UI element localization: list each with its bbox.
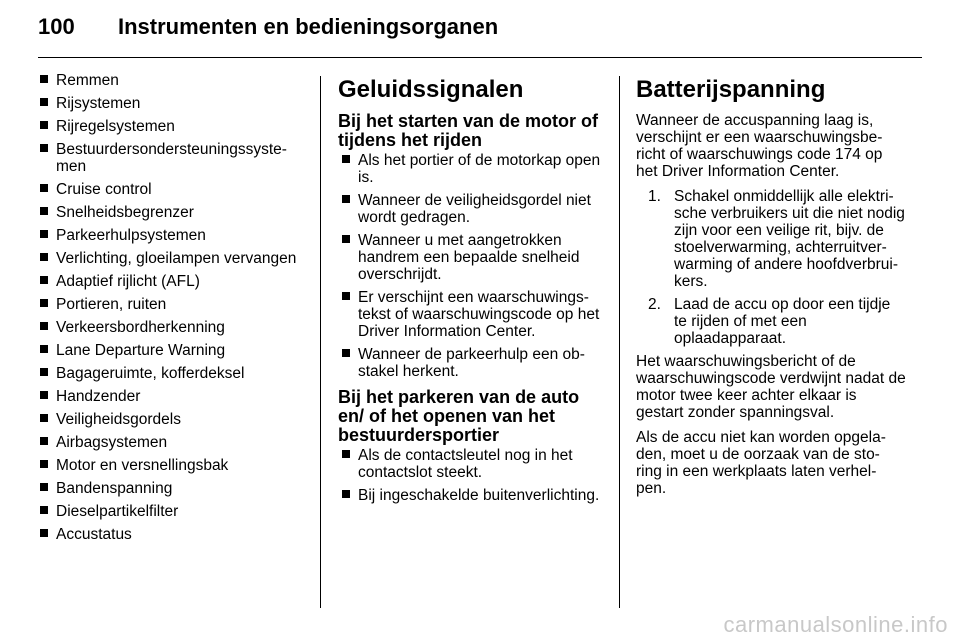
list-item (40, 296, 308, 313)
list-item-text: Snelheidsbegrenzer (56, 204, 194, 221)
list-item-text: Remmen (56, 72, 119, 89)
list-item (40, 118, 308, 135)
list-item-text: Verlichting, gloeilampen vervangen (56, 250, 297, 267)
bullet-icon (342, 292, 350, 300)
bullet-icon (342, 155, 350, 163)
bullet-icon (342, 450, 350, 458)
page-heading: Instrumenten en bedieningsorganen (118, 14, 499, 39)
list-item-text: Rijregelsystemen (56, 118, 175, 135)
column-topic-list (40, 72, 308, 549)
list-item-text: Bij ingeschakelde buitenverlichting. (358, 487, 600, 504)
bullet-icon (40, 483, 48, 491)
bullet-icon (40, 98, 48, 106)
list-item-text: Wanneer de veiligheidsgordel niet wordt gedragen. (358, 192, 591, 226)
list-item (40, 388, 308, 405)
page-number: 100 (38, 14, 75, 39)
list-item-text: Wanneer de parkeerhulp een ob‐ stakel herkent. (358, 346, 585, 380)
bullet-icon (40, 460, 48, 468)
list-item (342, 192, 606, 226)
list-item (40, 250, 308, 267)
list-item-text: Portieren, ruiten (56, 296, 167, 313)
list-item (40, 181, 308, 198)
list-item (40, 227, 308, 244)
bullet-icon (40, 368, 48, 376)
list-item (342, 289, 606, 340)
bullet-icon (40, 506, 48, 514)
subheading-starting-driving: Bij het starten van de motor of tijdens het rijden (338, 111, 599, 150)
battery-paragraph-3: Als de accu niet kan worden opgela‐ den, moet u de oorzaak van de sto‐ ring in een werkplaats laten verhel‐ pen. (636, 429, 886, 497)
bullet-icon (40, 253, 48, 261)
list-item (40, 526, 308, 543)
list-item-text: Als de contactsleutel nog in het contactslot steekt. (358, 447, 573, 481)
step-number: 1. (648, 188, 661, 205)
list-item (342, 447, 606, 481)
bullet-icon (40, 230, 48, 238)
bullet-icon (40, 184, 48, 192)
list-item-text: Bestuurdersondersteuningssyste‐ men (56, 141, 287, 175)
bullet-icon (40, 391, 48, 399)
bullet-icon (40, 299, 48, 307)
column-divider-1 (320, 76, 321, 608)
watermark: carmanualsonline.info (723, 612, 948, 637)
step-text: Laad de accu op door een tijdje te rijden of met een oplaadapparaat. (674, 296, 891, 347)
subheading-parking: Bij het parkeren van de auto en/ of het openen van het bestuurdersportier (338, 387, 580, 445)
list-item (40, 95, 308, 112)
battery-paragraph-2: Het waarschuwingsbericht of de waarschuwingscode verdwijnt nadat de motor twee keer achter elkaar is gestart zonder spanningsval. (636, 353, 906, 421)
list-item (40, 273, 308, 290)
list-item-text: Airbagsystemen (56, 434, 168, 451)
list-item (40, 72, 308, 89)
list-item (342, 487, 606, 504)
list-item-text: Er verschijnt een waarschuwings‐ tekst of waarschuwingscode op het Driver Information Center. (358, 289, 600, 340)
step-text: Schakel onmiddellijk alle elektri‐ sche verbruikers uit die niet nodig zijn voor een veilige rit, bijv. de stoelverwarming, achterruitver‐ warming of andere hoofdverbrui‐ kers. (674, 188, 905, 290)
bullet-icon (40, 437, 48, 445)
list-item-text: Accustatus (56, 526, 132, 543)
list-item (40, 141, 308, 175)
list-item-text: Verkeersbordherkenning (56, 319, 225, 336)
section-title-sound-signals: Geluidssignalen (338, 76, 524, 103)
step-item (648, 188, 906, 290)
list-item (40, 480, 308, 497)
list-item-text: Cruise control (56, 181, 152, 198)
list-item (342, 232, 606, 283)
list-item-text: Adaptief rijlicht (AFL) (56, 273, 200, 290)
list-item (40, 457, 308, 474)
bullet-icon (40, 207, 48, 215)
column-divider-2 (619, 76, 620, 608)
page-header (38, 14, 498, 54)
list-item-text: Veiligheidsgordels (56, 411, 181, 428)
list-item (40, 365, 308, 382)
bullet-icon (40, 345, 48, 353)
list-item-text: Dieselpartikelfilter (56, 503, 179, 520)
topic-list (40, 72, 308, 543)
list-item (40, 204, 308, 221)
list-item (40, 411, 308, 428)
list-item-text: Bagageruimte, kofferdeksel (56, 365, 245, 382)
battery-intro: Wanneer de accuspanning laag is, verschijnt er een waarschuwingsbe‐ richt of waarschuwings code 174 op het Driver Information Center. (636, 112, 883, 180)
list-item-text: Als het portier of de motorkap open is. (358, 152, 601, 186)
battery-steps (636, 188, 906, 347)
list-item (40, 319, 308, 336)
bullet-icon (40, 144, 48, 152)
list-item-text: Parkeerhulpsystemen (56, 227, 206, 244)
bullet-icon (40, 529, 48, 537)
bullet-icon (342, 490, 350, 498)
section-title-battery-voltage: Batterijspanning (636, 76, 826, 103)
list-item-text: Lane Departure Warning (56, 342, 226, 359)
bullet-icon (342, 235, 350, 243)
column-sound-signals (338, 72, 606, 512)
bullet-icon (342, 195, 350, 203)
list-item (40, 503, 308, 520)
list-parking (342, 447, 606, 504)
bullet-icon (342, 349, 350, 357)
bullet-icon (40, 414, 48, 422)
list-item-text: Bandenspanning (56, 480, 173, 497)
list-item-text: Wanneer u met aangetrokken handrem een bepaalde snelheid overschrijdt. (358, 232, 580, 283)
column-battery-voltage (636, 72, 906, 505)
list-item (40, 342, 308, 359)
header-rule (38, 57, 922, 58)
list-item-text: Motor en versnellingsbak (56, 457, 229, 474)
list-item-text: Rijsystemen (56, 95, 141, 112)
bullet-icon (40, 121, 48, 129)
list-item (342, 152, 606, 186)
bullet-icon (40, 322, 48, 330)
bullet-icon (40, 276, 48, 284)
step-number: 2. (648, 296, 661, 313)
list-item-text: Handzender (56, 388, 141, 405)
list-item (40, 434, 308, 451)
step-item (648, 296, 906, 347)
list-starting-driving (342, 152, 606, 380)
bullet-icon (40, 75, 48, 83)
list-item (342, 346, 606, 380)
